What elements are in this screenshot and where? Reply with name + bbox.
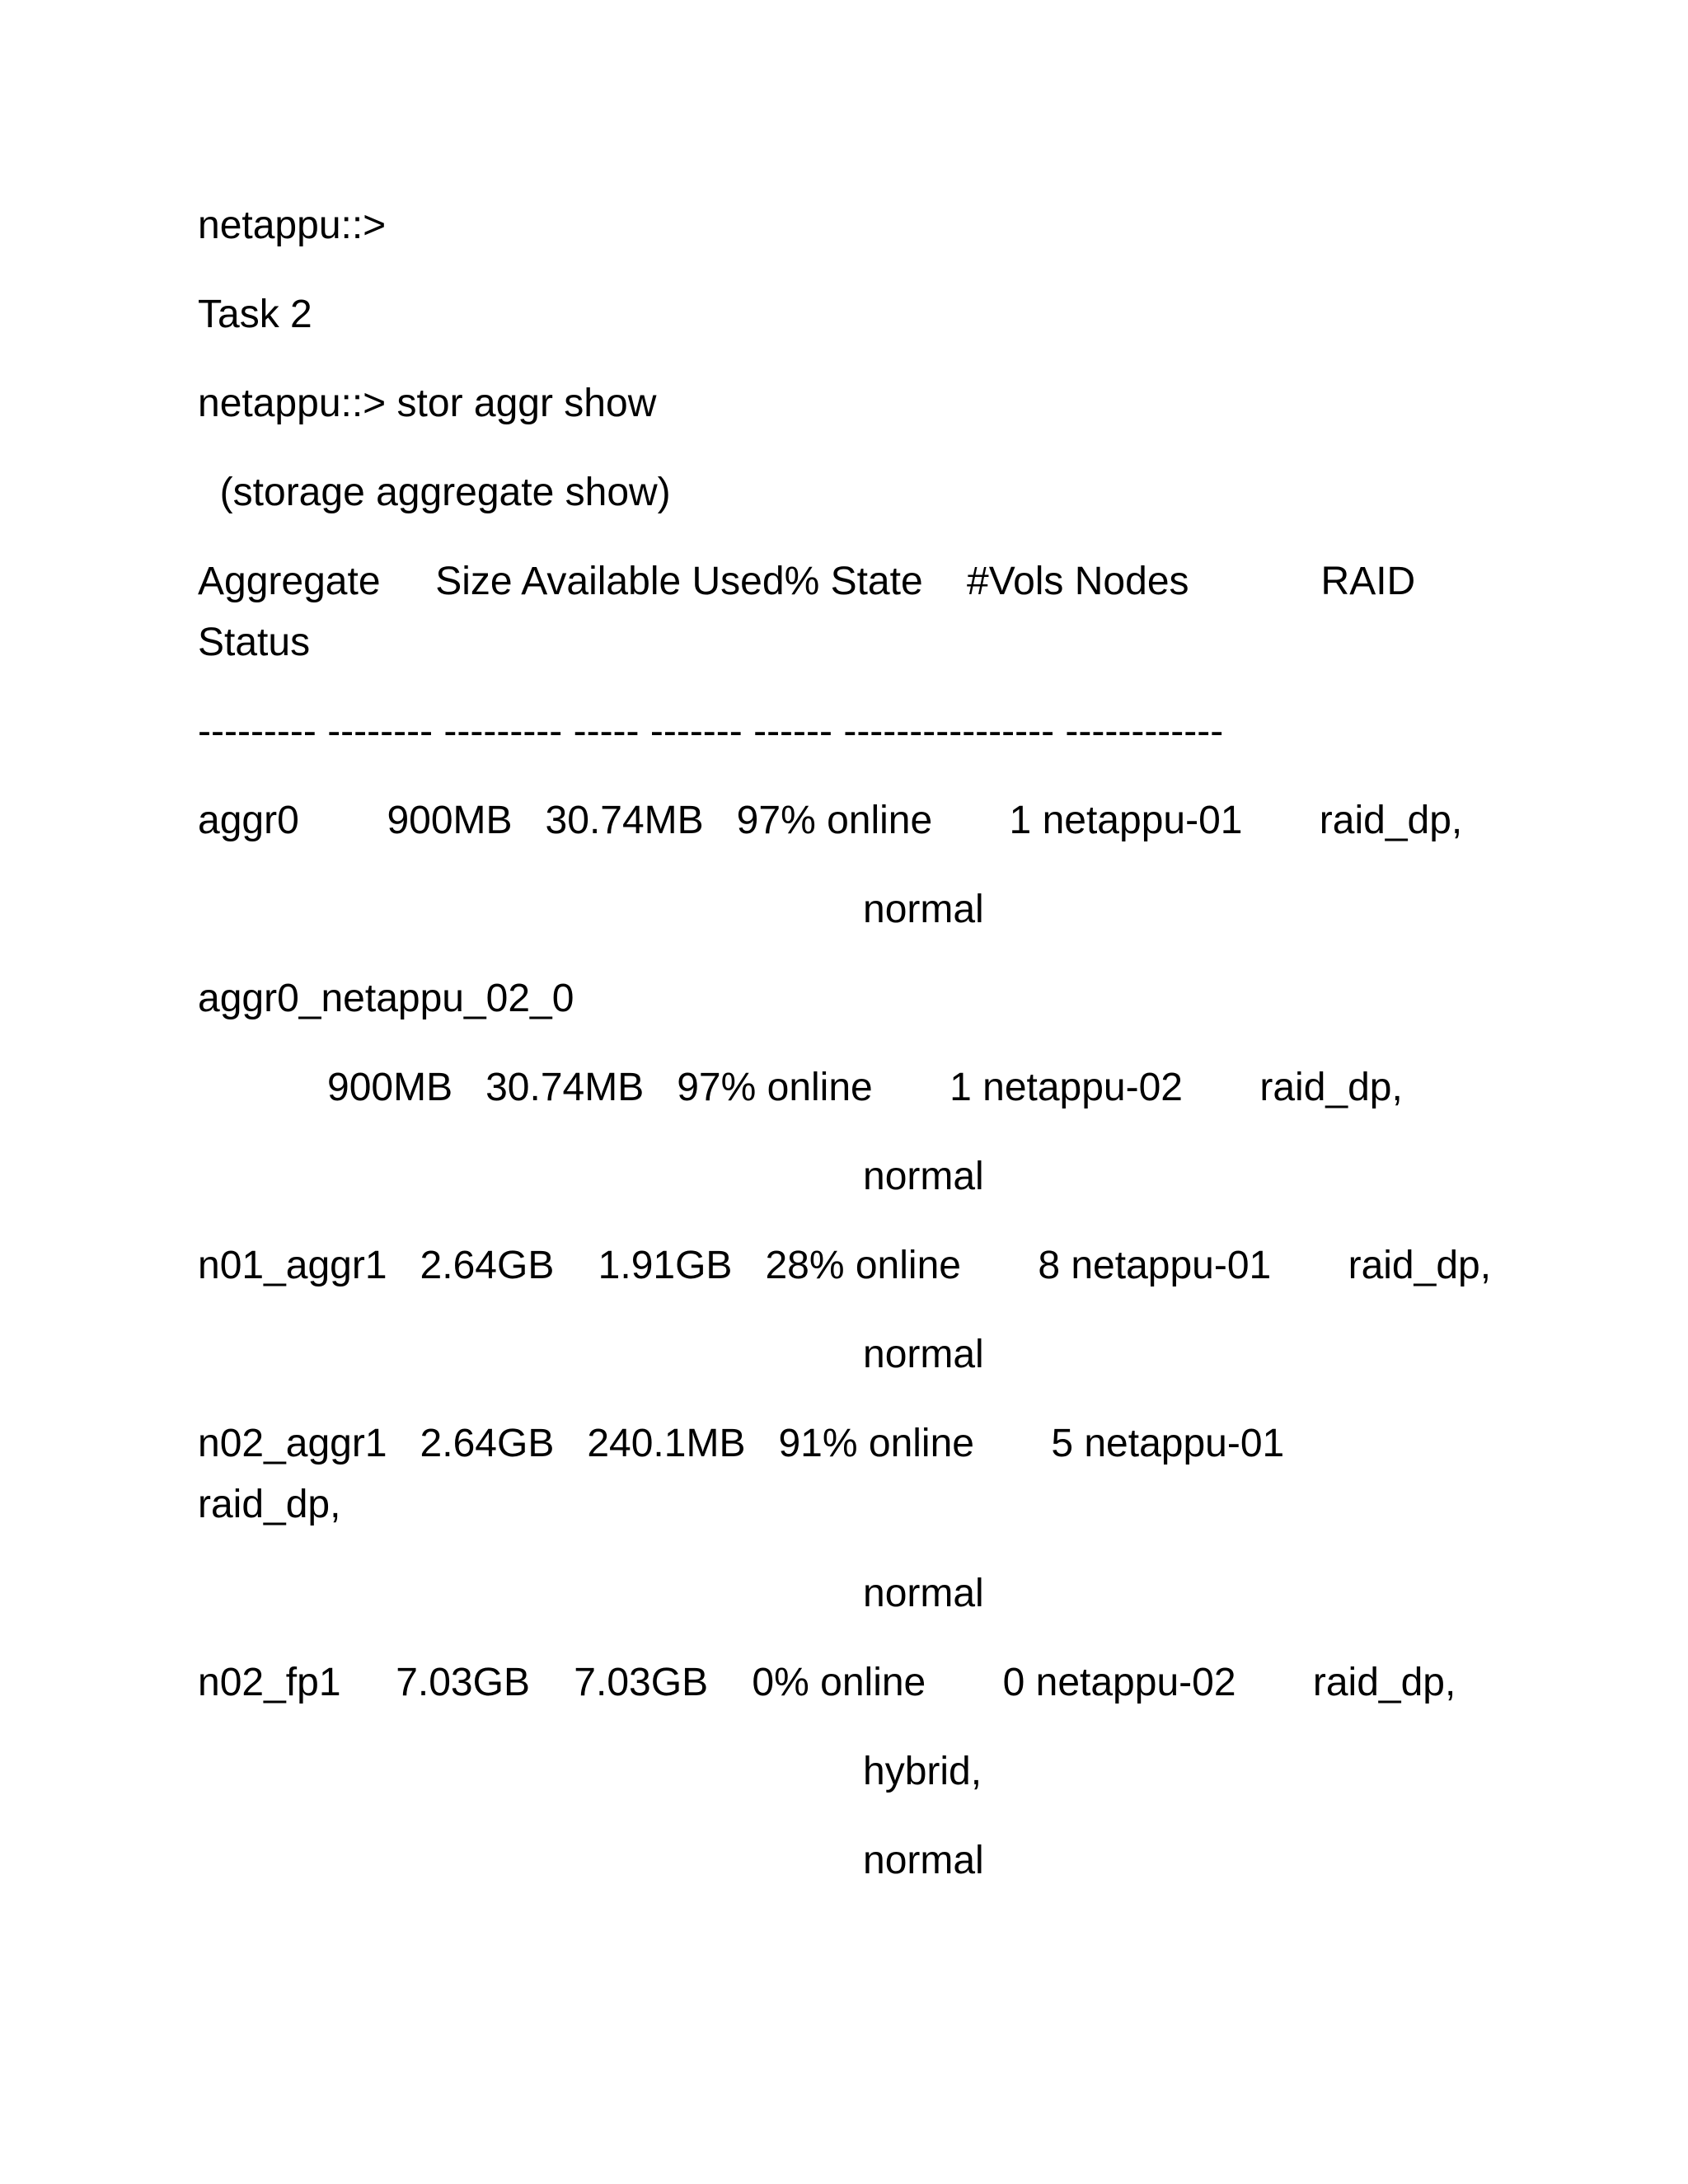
table-row-continuation: normal (863, 1839, 984, 1882)
table-row: n02_fp1 7.03GB 7.03GB 0% online 0 netappu-02 raid_dp, (198, 1661, 1456, 1704)
table-row-wrap: raid_dp, (198, 1483, 341, 1526)
table-row-continuation: hybrid, (863, 1750, 982, 1793)
command-line: netappu::> stor aggr show (198, 382, 657, 425)
table-header-wrap: Status (198, 621, 311, 664)
table-row-continuation: normal (863, 888, 984, 931)
table-row: aggr0 900MB 30.74MB 97% online 1 netappu-01 raid_dp, (198, 799, 1463, 842)
table-separator: --------- -------- --------- ----- ------- ------ ---------------- ------------ (198, 710, 1224, 753)
task-heading: Task 2 (198, 293, 312, 336)
table-row: 900MB 30.74MB 97% online 1 netappu-02 raid_dp, (327, 1066, 1403, 1109)
table-row: n02_aggr1 2.64GB 240.1MB 91% online 5 netappu-01 (198, 1422, 1285, 1465)
table-header-line: Aggregate Size Available Used% State #Vols Nodes RAID (198, 560, 1416, 603)
table-row-continuation: normal (863, 1572, 984, 1615)
table-row-name: aggr0_netappu_02_0 (198, 977, 574, 1020)
table-row: n01_aggr1 2.64GB 1.91GB 28% online 8 netappu-01 raid_dp, (198, 1244, 1492, 1287)
command-expansion: (storage aggregate show) (198, 471, 671, 514)
table-row-continuation: normal (863, 1333, 984, 1376)
table-row-continuation: normal (863, 1155, 984, 1198)
prompt-line: netappu::> (198, 204, 387, 247)
